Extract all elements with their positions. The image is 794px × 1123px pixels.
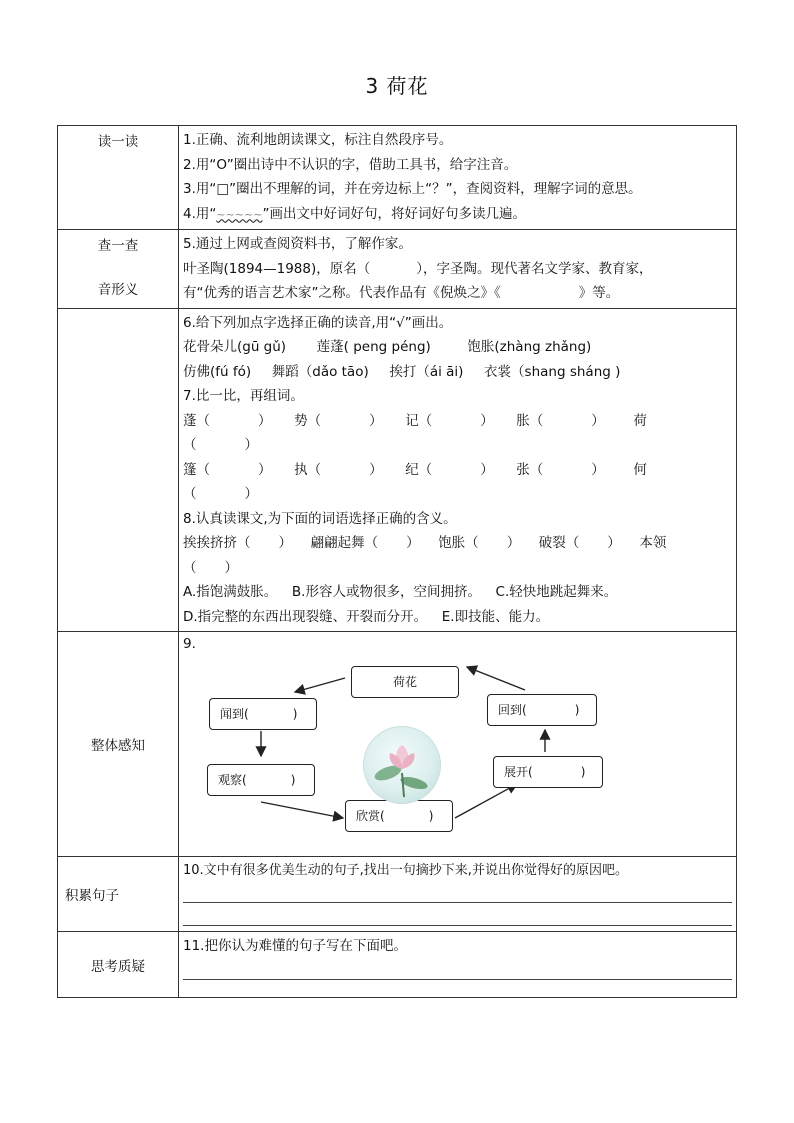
section-sound bbox=[58, 308, 737, 632]
q10-prompt: 10.文中有很多优美生动的句子,找出一句摘抄下来,并说出你觉得好的原因吧。 bbox=[183, 863, 628, 878]
flow-arrows bbox=[183, 654, 743, 854]
q7-row-1: 蓬（ ） 势（ ） 记（ ） 胀（ ） 荷 bbox=[183, 412, 647, 429]
section-label-overall: 整体感知 bbox=[58, 632, 179, 857]
read-line-2: 2.用“O”圈出诗中不认识的字，借助工具书，给字注音。 bbox=[183, 156, 518, 173]
arrow-center-to-smell bbox=[295, 678, 345, 692]
section-content-read bbox=[179, 126, 737, 230]
node-smelled[interactable]: 闻到( ) bbox=[209, 698, 317, 730]
q8-options-2: D.指完整的东西出现裂缝、开裂而分开。 E.即技能、能力。 bbox=[183, 608, 550, 625]
pinyin-choice[interactable]: 衣裳（shang sháng ) bbox=[484, 363, 621, 380]
pinyin-choice[interactable]: 莲蓬( peng péng) bbox=[316, 339, 431, 355]
answer-line[interactable] bbox=[183, 903, 732, 926]
q8-row-1: 挨挨挤挤（ ） 翩翩起舞（ ） 饱胀（ ） 破裂（ ） 本领 bbox=[183, 535, 667, 551]
read-line-3: 3.用“□”圈出不理解的词，并在旁边标上“？”，查阅资料，理解字词的意思。 bbox=[183, 181, 642, 197]
read-line-4: 4.用“~~~~~”画出文中好词好句，将好词好句多读几遍。 bbox=[183, 205, 526, 222]
section-sentences bbox=[58, 857, 737, 932]
q6-row-2 bbox=[183, 360, 732, 385]
q6-prompt: 6.给下列加点字选择正确的读音,用“√”画出。 bbox=[183, 314, 453, 331]
section-content-questions bbox=[179, 932, 737, 998]
flow-diagram bbox=[183, 654, 732, 854]
q8-options-1: A.指饱满鼓胀。 B.形容人或物很多，空间拥挤。 C.轻快地跳起舞来。 bbox=[183, 584, 618, 600]
check-line-1: 5.通过上网或查阅资料书，了解作家。 bbox=[183, 236, 412, 252]
section-label-read: 读一读 bbox=[58, 126, 179, 230]
q8-prompt: 8.认真读课文,为下面的词语选择正确的含义。 bbox=[183, 510, 457, 527]
q6-row-1 bbox=[183, 335, 732, 360]
pinyin-choice[interactable]: 舞蹈（dǎo tāo) bbox=[271, 363, 369, 380]
q7-row-2-cont: （ ） bbox=[183, 486, 258, 502]
pinyin-choice[interactable]: 花骨朵儿(gū gǔ) bbox=[183, 339, 287, 355]
answer-line[interactable] bbox=[183, 884, 732, 903]
arrow-observe-to-enjoy bbox=[261, 802, 343, 818]
section-label-check: 查一查 bbox=[58, 230, 179, 309]
q7-row-1-cont: （ ） bbox=[183, 437, 258, 453]
node-enjoy[interactable]: 欣赏( ) bbox=[345, 800, 453, 832]
lotus-icon bbox=[364, 727, 440, 803]
node-observe[interactable]: 观察( ) bbox=[207, 764, 315, 796]
pinyin-choice[interactable]: 饱胀(zhàng zhǎng) bbox=[467, 339, 592, 355]
worksheet-table bbox=[57, 125, 737, 998]
pinyin-choice[interactable]: 仿佛(fú fó) bbox=[183, 363, 252, 380]
q9-prompt: 9. bbox=[183, 636, 196, 652]
q8-row-1-cont: （ ） bbox=[183, 559, 238, 576]
section-label-sound: 音形义 bbox=[58, 308, 179, 632]
section-label-sentences: 积累句子 bbox=[58, 857, 179, 932]
section-overall bbox=[58, 632, 737, 857]
section-content-overall bbox=[179, 632, 737, 857]
q7-prompt: 7.比一比，再组词。 bbox=[183, 388, 304, 404]
read-line-1: 1.正确、流利地朗读课文，标注自然段序号。 bbox=[183, 132, 453, 148]
section-content-sentences bbox=[179, 857, 737, 932]
section-read bbox=[58, 126, 737, 230]
node-back[interactable]: 回到( ) bbox=[487, 694, 597, 726]
q7-row-2: 篷（ ） 执（ ） 纪（ ） 张（ ） 何 bbox=[183, 461, 647, 478]
node-unfold[interactable]: 展开( ) bbox=[493, 756, 603, 788]
page-title: 3 荷花 bbox=[365, 74, 429, 98]
section-content-sound bbox=[179, 308, 737, 632]
arrow-enjoy-to-unfold bbox=[455, 784, 517, 818]
wavy-line-symbol: ~~~~~ bbox=[216, 207, 263, 221]
section-questions bbox=[58, 932, 737, 998]
lotus-image bbox=[363, 726, 441, 804]
arrow-back-to-center bbox=[467, 667, 525, 690]
check-line-2: 叶圣陶(1894—1988)，原名（ ），字圣陶。现代著名文学家、教育家， bbox=[183, 260, 653, 277]
section-content-check bbox=[179, 230, 737, 309]
answer-line[interactable] bbox=[183, 959, 732, 980]
center-node-lotus: 荷花 bbox=[351, 666, 459, 698]
check-line-3: 有“优秀的语言艺术家”之称。代表作品有《倪焕之》《 》等。 bbox=[183, 285, 620, 301]
q11-prompt: 11.把你认为难懂的句子写在下面吧。 bbox=[183, 938, 407, 954]
pinyin-choice[interactable]: 挨打（ái āi) bbox=[389, 363, 464, 380]
section-label-questions: 思考质疑 bbox=[58, 932, 179, 998]
